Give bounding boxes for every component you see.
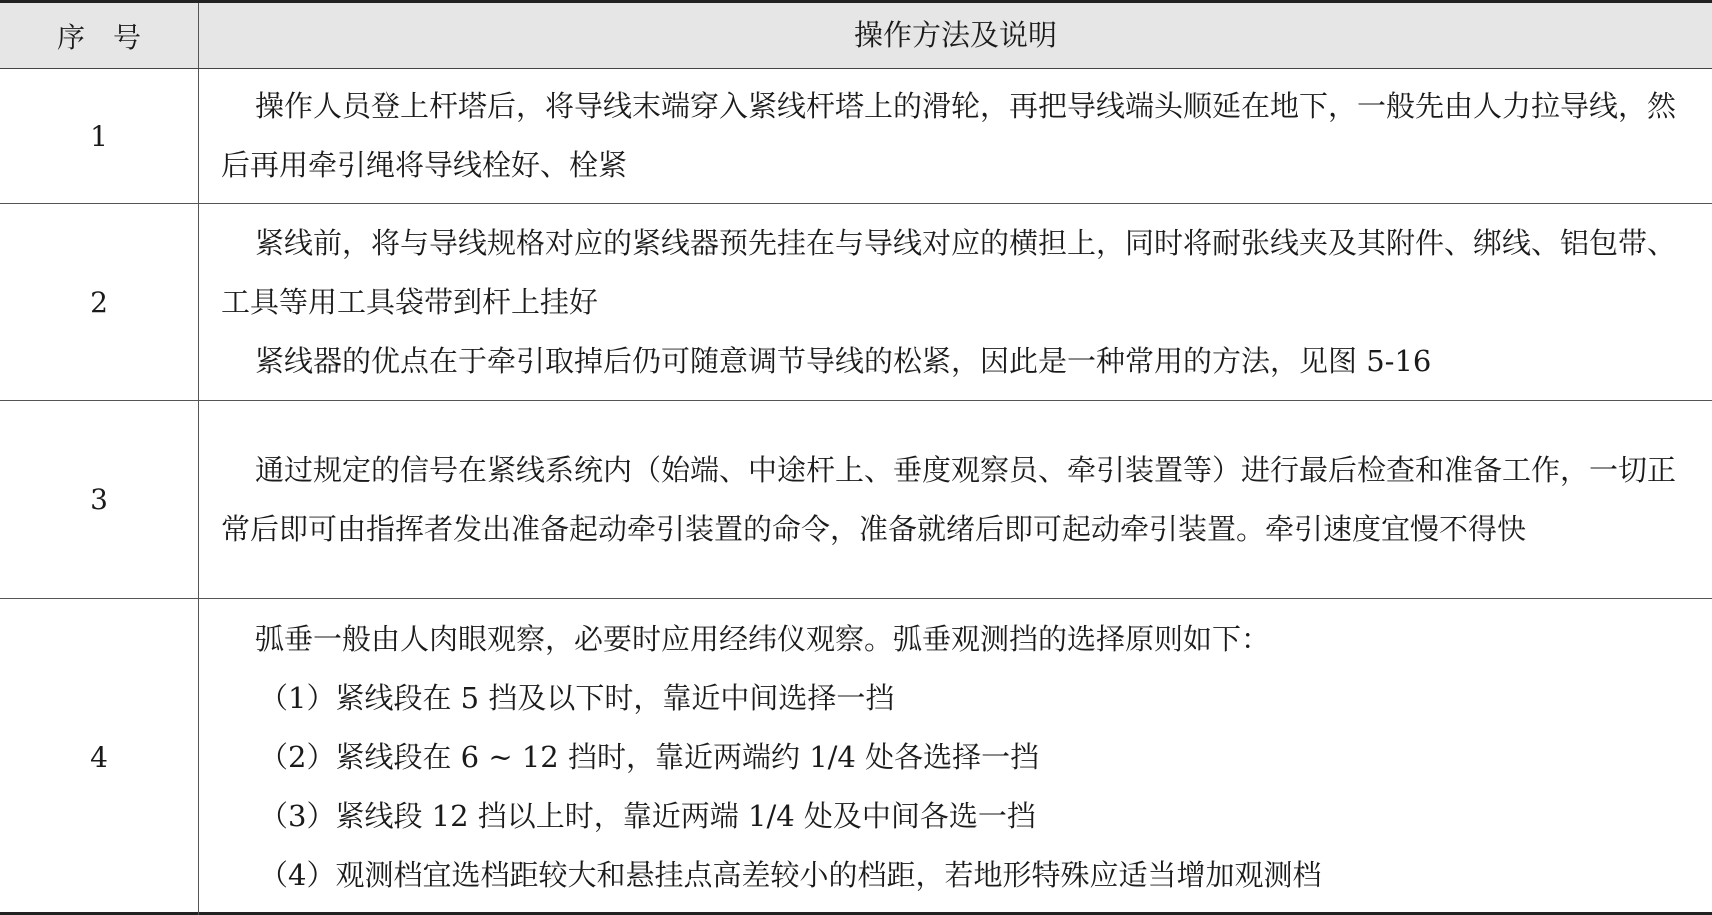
row-num: 1 [0,69,199,203]
row-num: 3 [0,401,199,598]
row-content [199,401,1712,598]
row-paragraph: 紧线前，将与导线规格对应的紧线器预先挂在与导线对应的横担上，同时将耐张线夹及其附件、绑线、铝包带、工具等用工具袋带到杆上挂好 [221,225,1677,319]
row-paragraph: 通过规定的信号在紧线系统内（始端、中途杆上、垂度观察员、牵引装置等）进行最后检查和准备工作，一切正常后即可由指挥者发出准备起动牵引装置的命令，准备就绪后即可起动牵引装置。牵引速度宜慢不得快 [221,452,1677,546]
table-row [0,204,1712,401]
row-content [199,69,1712,203]
row-intro: 弧垂一般由人肉眼观察，必要时应用经纬仪观察。弧垂观测挡的选择原则如下： [255,621,1271,656]
row-content [199,204,1712,400]
list-item: （2）紧线段在 6 ~ 12 挡时，靠近两端约 1/4 处各选择一挡 [259,739,1040,774]
table-row [0,401,1712,599]
row-content [199,599,1712,915]
list-item: （4）观测档宜选档距较大和悬挂点高差较小的档距，若地形特殊应适当增加观测档 [259,857,1322,892]
row-paragraph: 紧线器的优点在于牵引取掉后仍可随意调节导线的松紧，因此是一种常用的方法，见图 5-16 [255,343,1432,378]
row-paragraph: 操作人员登上杆塔后，将导线末端穿入紧线杆塔上的滑轮，再把导线端头顺延在地下，一般先由人力拉导线，然后再用牵引绳将导线栓好、栓紧 [221,89,1677,182]
list-item: （1）紧线段在 5 挡及以下时，靠近中间选择一挡 [259,680,895,715]
row-num: 2 [0,204,199,400]
header-num: 序号 [0,3,199,68]
list-item: （3）紧线段 12 挡以上时，靠近两端 1/4 处及中间各选一挡 [259,798,1036,833]
table-row [0,69,1712,204]
header-content-label: 操作方法及说明 [853,18,1057,52]
table-row [0,599,1712,915]
header-content [199,3,1712,68]
row-num: 4 [0,599,199,915]
table-header-row [0,3,1712,69]
